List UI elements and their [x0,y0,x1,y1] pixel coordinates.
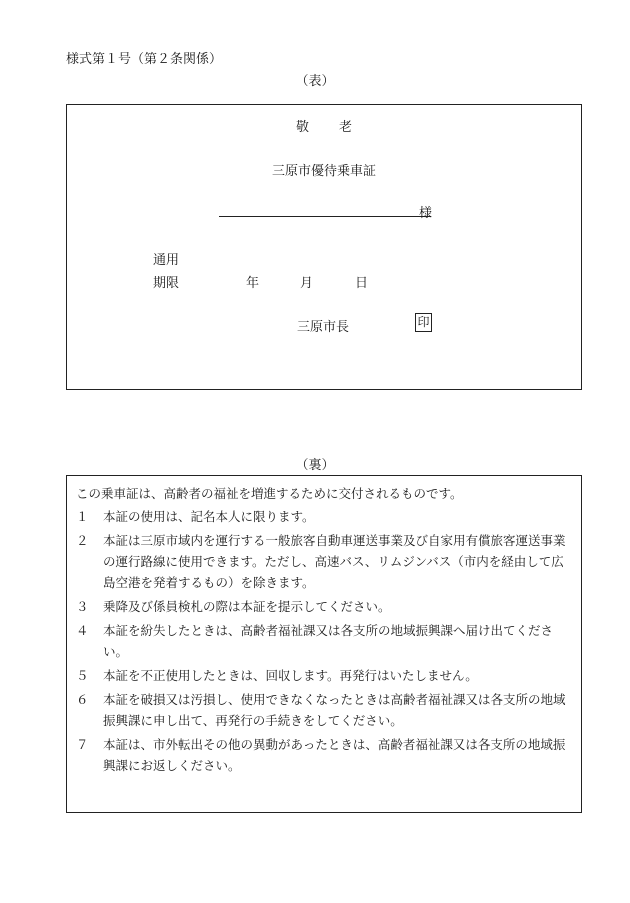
valid-label-2: 期限 [153,276,180,291]
list-item [76,530,576,593]
honorific: 様 [419,206,433,221]
item-text: 本証は三原市域内を運行する一般旅客自動車運送事業及び自家用有償旅客運送事業の運行路線に使用できます。ただし、高速バス、リムジンバス（市内を経由して広島空港を発着するもの）を除きます。 [103,533,566,590]
valid-label-1: 通用 [153,253,180,268]
item-text: 本証の使用は、記名本人に限ります。 [103,509,315,524]
year-label: 年 [246,276,260,291]
item-text: 本証を不正使用したときは、回収します。再発行はいたしません。 [103,668,478,683]
seal-box: 印 [415,313,432,332]
item-number: ２ [76,533,89,548]
item-number: ７ [76,737,89,752]
list-item [76,689,576,731]
item-number: ３ [76,599,89,614]
back-heading: （裏） [295,458,335,473]
item-text: 本証を破損又は汚損し、使用できなくなったときは高齢者福祉課又は各支所の地域振興課に申し出て、再発行の手続きをしてください。 [103,692,566,728]
card-back [66,475,582,813]
item-number: ６ [76,692,89,707]
mayor-label: 三原市長 [297,320,350,335]
name-line [219,215,431,217]
card-name: 三原市優待乗車証 [271,164,376,179]
item-number: ４ [76,623,89,638]
list-item [76,665,576,686]
item-number: １ [76,509,89,524]
list-item [76,506,576,527]
back-intro: この乗車証は、高齢者の福祉を増進するために交付されるものです。 [76,486,463,501]
item-text: 本証を紛失したときは、高齢者福祉課又は各支所の地域振興課へ届け出てください。 [103,623,554,659]
card-front [66,104,582,390]
list-item [76,620,576,662]
respect-label: 敬老 [295,120,382,135]
day-label: 日 [355,276,369,291]
front-heading: （表） [295,74,335,89]
item-text: 乗降及び係員検札の際は本証を提示してください。 [103,599,391,614]
item-text: 本証は、市外転出その他の異動があったときは、高齢者福祉課又は各支所の地域振興課にお返しください。 [103,737,566,773]
item-number: ５ [76,668,89,683]
month-label: 月 [300,276,314,291]
rules-list [76,506,576,779]
form-title: 様式第１号（第２条関係） [66,52,223,67]
list-item [76,734,576,776]
list-item [76,596,576,617]
